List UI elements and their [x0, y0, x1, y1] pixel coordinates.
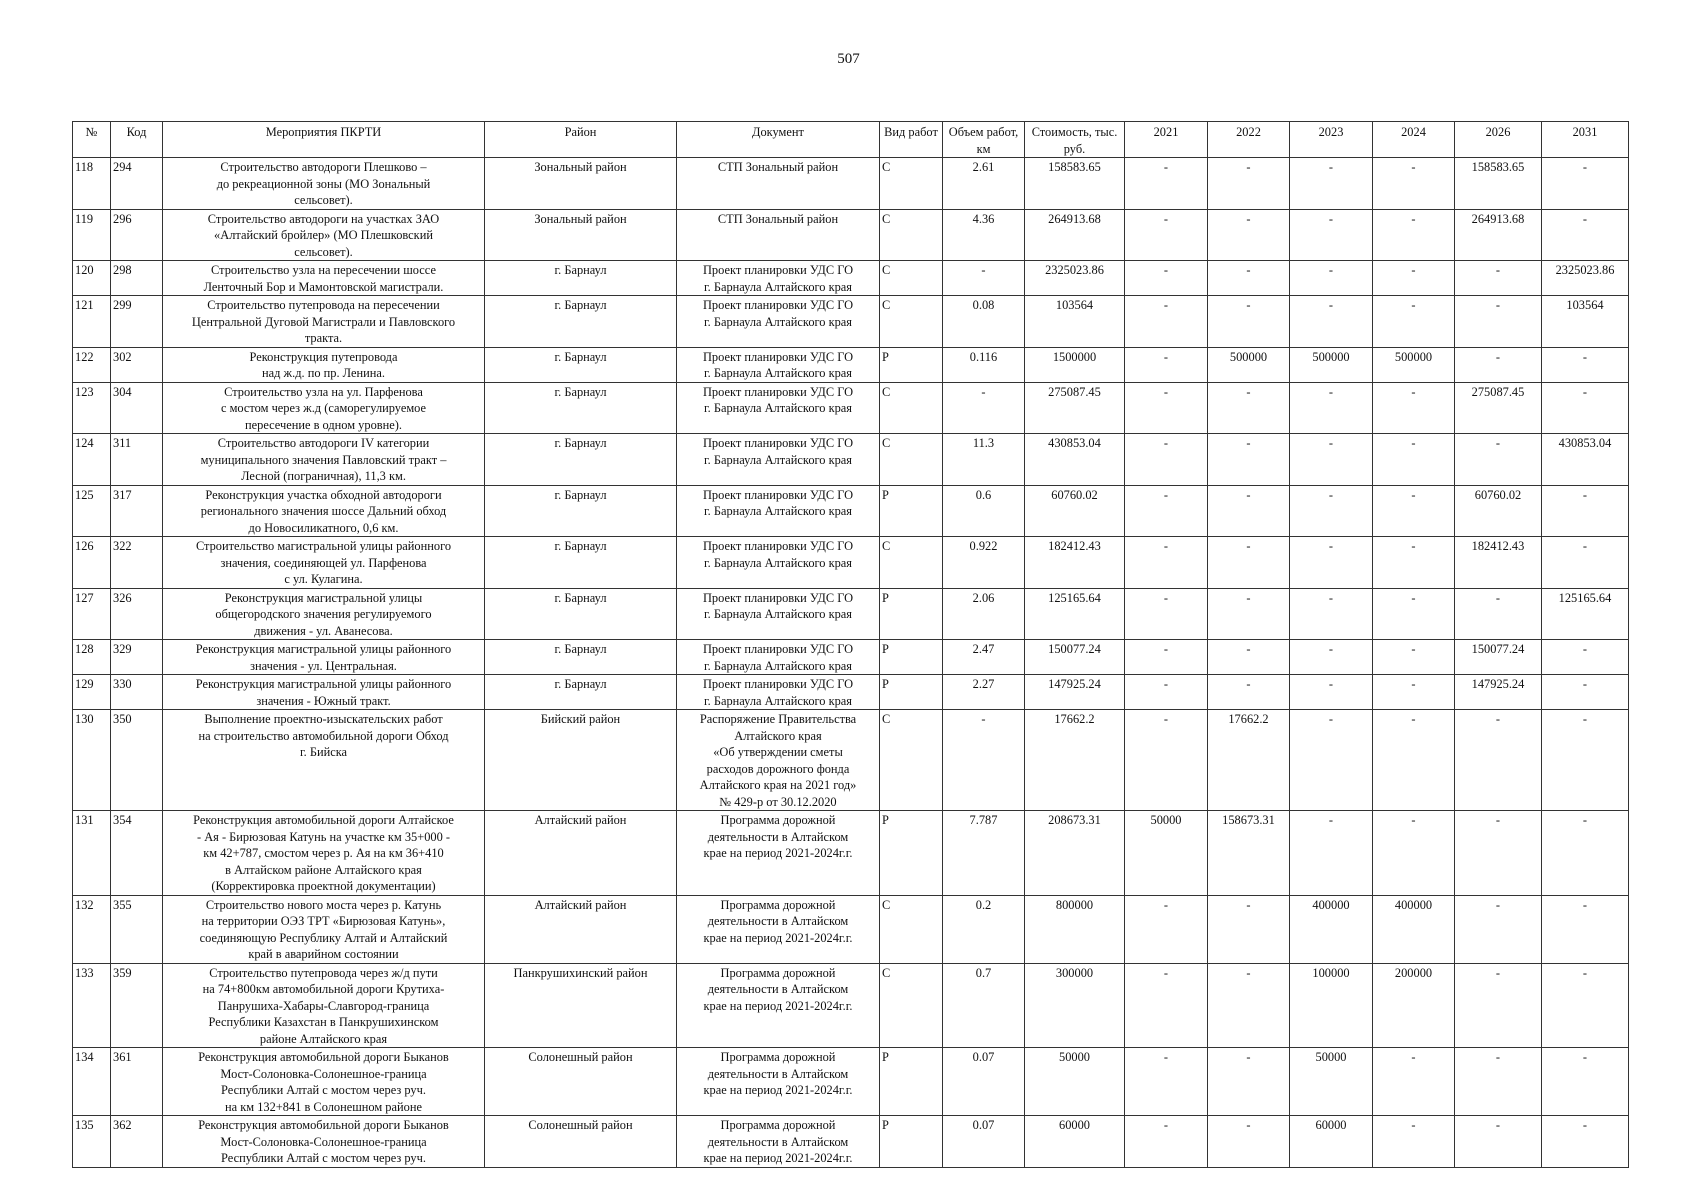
header-2026: 2026	[1455, 122, 1542, 158]
cell-work-type: С	[880, 537, 943, 589]
cell-title: Строительство нового моста через р. Катунь на территории ОЭЗ ТРТ «Бирюзовая Катунь», соединяющую Республику Алтай и Алтайский край в аварийном состоянии	[163, 895, 485, 963]
cell-title: Строительство путепровода на пересечении Центральной Дуговой Магистрали и Павловского тракта.	[163, 296, 485, 348]
cell-2026: -	[1455, 1048, 1542, 1116]
table-row	[73, 640, 1629, 675]
cell-2031: -	[1542, 640, 1629, 675]
cell-2031: -	[1542, 1048, 1629, 1116]
cell-title: Реконструкция автомобильной дороги Быканов Мост-Солоновка-Солонешное-граница Республики Алтай с мостом через руч. на км 132+841 в Солонешном районе	[163, 1048, 485, 1116]
cell-title: Реконструкция автомобильной дороги Алтайское - Ая - Бирюзовая Катунь на участке км 35+000 - км 42+787, смостом через р. Ая на км 36+410 в Алтайском районе Алтайского края (Корректировка проектной документации)	[163, 811, 485, 896]
cell-title: Строительство автодороги на участках ЗАО «Алтайский бройлер» (МО Плешковский сельсовет).	[163, 209, 485, 261]
table-row	[73, 710, 1629, 811]
cell-cost: 103564	[1025, 296, 1125, 348]
cell-code: 362	[111, 1116, 163, 1168]
cell-2024: 400000	[1373, 895, 1455, 963]
cell-code: 355	[111, 895, 163, 963]
cell-cost: 158583.65	[1025, 158, 1125, 210]
cell-code: 299	[111, 296, 163, 348]
cell-district: Зональный район	[485, 158, 677, 210]
cell-volume: 11.3	[943, 434, 1025, 486]
cell-2021: 50000	[1125, 811, 1208, 896]
cell-num: 134	[73, 1048, 111, 1116]
cell-2022: -	[1208, 537, 1290, 589]
table-row	[73, 811, 1629, 896]
cell-title: Строительство автодороги Плешково – до рекреационной зоны (МО Зональный сельсовет).	[163, 158, 485, 210]
cell-num: 121	[73, 296, 111, 348]
cell-2026: -	[1455, 296, 1542, 348]
cell-2022: -	[1208, 434, 1290, 486]
header-document: Документ	[677, 122, 880, 158]
cell-district: г. Барнаул	[485, 485, 677, 537]
cell-code: 311	[111, 434, 163, 486]
cell-code: 359	[111, 963, 163, 1048]
cell-work-type: Р	[880, 1048, 943, 1116]
cell-2031: -	[1542, 811, 1629, 896]
cell-2031: 125165.64	[1542, 588, 1629, 640]
cell-document: Программа дорожной деятельности в Алтайском крае на период 2021-2024г.г.	[677, 895, 880, 963]
cell-2031: -	[1542, 1116, 1629, 1168]
cell-2022: -	[1208, 158, 1290, 210]
cell-volume: 0.922	[943, 537, 1025, 589]
cell-document: Проект планировки УДС ГО г. Барнаула Алтайского края	[677, 434, 880, 486]
cell-2021: -	[1125, 895, 1208, 963]
table-row	[73, 1116, 1629, 1168]
cell-document: Программа дорожной деятельности в Алтайском крае на период 2021-2024г.г.	[677, 963, 880, 1048]
table-row	[73, 675, 1629, 710]
cell-2022: -	[1208, 588, 1290, 640]
cell-2023: 60000	[1290, 1116, 1373, 1168]
cell-volume: 2.61	[943, 158, 1025, 210]
cell-code: 298	[111, 261, 163, 296]
cell-district: Зональный район	[485, 209, 677, 261]
cell-2022: 500000	[1208, 347, 1290, 382]
cell-num: 131	[73, 811, 111, 896]
cell-document: СТП Зональный район	[677, 209, 880, 261]
cell-volume: 2.47	[943, 640, 1025, 675]
cell-volume: 0.08	[943, 296, 1025, 348]
table-body	[73, 158, 1629, 1168]
cell-volume: 2.27	[943, 675, 1025, 710]
cell-document: Проект планировки УДС ГО г. Барнаула Алтайского края	[677, 640, 880, 675]
cell-volume: 0.07	[943, 1116, 1025, 1168]
cell-2026: -	[1455, 588, 1542, 640]
cell-work-type: С	[880, 963, 943, 1048]
cell-document: Проект планировки УДС ГО г. Барнаула Алтайского края	[677, 261, 880, 296]
cell-2024: -	[1373, 537, 1455, 589]
cell-2023: 400000	[1290, 895, 1373, 963]
cell-2031: -	[1542, 710, 1629, 811]
cell-2023: -	[1290, 675, 1373, 710]
cell-2026: -	[1455, 261, 1542, 296]
cell-2031: -	[1542, 209, 1629, 261]
cell-2024: -	[1373, 811, 1455, 896]
cell-cost: 60000	[1025, 1116, 1125, 1168]
cell-2022: 158673.31	[1208, 811, 1290, 896]
cell-2031: -	[1542, 963, 1629, 1048]
cell-2022: -	[1208, 261, 1290, 296]
cell-2021: -	[1125, 434, 1208, 486]
cell-2024: -	[1373, 434, 1455, 486]
cell-2031: 430853.04	[1542, 434, 1629, 486]
cell-volume: -	[943, 710, 1025, 811]
cell-2023: -	[1290, 296, 1373, 348]
header-2024: 2024	[1373, 122, 1455, 158]
cell-cost: 1500000	[1025, 347, 1125, 382]
cell-cost: 275087.45	[1025, 382, 1125, 434]
table-row	[73, 382, 1629, 434]
cell-2021: -	[1125, 382, 1208, 434]
cell-2021: -	[1125, 588, 1208, 640]
table-row	[73, 347, 1629, 382]
projects-table	[72, 121, 1629, 1168]
cell-district: г. Барнаул	[485, 588, 677, 640]
cell-2031: -	[1542, 347, 1629, 382]
cell-num: 125	[73, 485, 111, 537]
cell-2026: 158583.65	[1455, 158, 1542, 210]
header-title: Мероприятия ПКРТИ	[163, 122, 485, 158]
cell-code: 354	[111, 811, 163, 896]
cell-work-type: С	[880, 296, 943, 348]
cell-work-type: Р	[880, 347, 943, 382]
cell-2031: -	[1542, 158, 1629, 210]
cell-work-type: С	[880, 895, 943, 963]
cell-2021: -	[1125, 261, 1208, 296]
cell-work-type: С	[880, 261, 943, 296]
cell-document: Распоряжение Правительства Алтайского края «Об утверждении сметы расходов дорожного фонда Алтайского края на 2021 год» № 429-р от 30.12.2020	[677, 710, 880, 811]
cell-district: г. Барнаул	[485, 296, 677, 348]
header-cost: Стоимость, тыс. руб.	[1025, 122, 1125, 158]
cell-volume: 4.36	[943, 209, 1025, 261]
cell-district: Бийский район	[485, 710, 677, 811]
cell-title: Строительство узла на ул. Парфенова с мостом через ж.д (саморегулируемое пересечение в одном уровне).	[163, 382, 485, 434]
header-2021: 2021	[1125, 122, 1208, 158]
cell-volume: 0.116	[943, 347, 1025, 382]
cell-code: 294	[111, 158, 163, 210]
cell-num: 130	[73, 710, 111, 811]
table-row	[73, 209, 1629, 261]
cell-district: г. Барнаул	[485, 675, 677, 710]
cell-2023: -	[1290, 209, 1373, 261]
header-code: Код	[111, 122, 163, 158]
cell-2021: -	[1125, 347, 1208, 382]
cell-cost: 300000	[1025, 963, 1125, 1048]
cell-district: Алтайский район	[485, 811, 677, 896]
cell-cost: 2325023.86	[1025, 261, 1125, 296]
cell-document: Проект планировки УДС ГО г. Барнаула Алтайского края	[677, 296, 880, 348]
cell-2021: -	[1125, 640, 1208, 675]
cell-2021: -	[1125, 158, 1208, 210]
cell-code: 361	[111, 1048, 163, 1116]
cell-district: г. Барнаул	[485, 261, 677, 296]
cell-2022: 17662.2	[1208, 710, 1290, 811]
cell-2023: -	[1290, 261, 1373, 296]
cell-2024: -	[1373, 710, 1455, 811]
cell-cost: 800000	[1025, 895, 1125, 963]
cell-title: Выполнение проектно-изыскательских работ на строительство автомобильной дороги Обход г. Бийска	[163, 710, 485, 811]
cell-volume: 0.7	[943, 963, 1025, 1048]
cell-document: Проект планировки УДС ГО г. Барнаула Алтайского края	[677, 382, 880, 434]
cell-2023: -	[1290, 158, 1373, 210]
cell-2021: -	[1125, 537, 1208, 589]
cell-2022: -	[1208, 895, 1290, 963]
cell-work-type: С	[880, 209, 943, 261]
cell-2024: -	[1373, 209, 1455, 261]
cell-num: 127	[73, 588, 111, 640]
cell-2023: 500000	[1290, 347, 1373, 382]
cell-code: 317	[111, 485, 163, 537]
cell-num: 133	[73, 963, 111, 1048]
cell-2024: 500000	[1373, 347, 1455, 382]
cell-2031: -	[1542, 537, 1629, 589]
cell-2023: -	[1290, 434, 1373, 486]
cell-cost: 150077.24	[1025, 640, 1125, 675]
cell-district: Солонешный район	[485, 1116, 677, 1168]
cell-title: Строительство магистральной улицы районного значения, соединяющей ул. Парфенова с ул. Кулагина.	[163, 537, 485, 589]
cell-2023: 50000	[1290, 1048, 1373, 1116]
cell-code: 302	[111, 347, 163, 382]
cell-2021: -	[1125, 1116, 1208, 1168]
cell-2023: 100000	[1290, 963, 1373, 1048]
cell-document: Проект планировки УДС ГО г. Барнаула Алтайского края	[677, 588, 880, 640]
header-volume: Объем работ, км	[943, 122, 1025, 158]
cell-title: Реконструкция магистральной улицы районного значения - Южный тракт.	[163, 675, 485, 710]
cell-cost: 50000	[1025, 1048, 1125, 1116]
cell-2031: -	[1542, 675, 1629, 710]
cell-work-type: Р	[880, 811, 943, 896]
cell-2021: -	[1125, 710, 1208, 811]
header-2023: 2023	[1290, 122, 1373, 158]
cell-2031: 2325023.86	[1542, 261, 1629, 296]
cell-code: 330	[111, 675, 163, 710]
cell-num: 124	[73, 434, 111, 486]
page-number: 507	[837, 51, 860, 67]
header-district: Район	[485, 122, 677, 158]
cell-2022: -	[1208, 209, 1290, 261]
cell-volume: 7.787	[943, 811, 1025, 896]
cell-volume: 0.07	[943, 1048, 1025, 1116]
cell-2031: -	[1542, 485, 1629, 537]
table-row	[73, 485, 1629, 537]
cell-2024: -	[1373, 640, 1455, 675]
cell-2021: -	[1125, 1048, 1208, 1116]
cell-2022: -	[1208, 963, 1290, 1048]
cell-num: 119	[73, 209, 111, 261]
cell-work-type: Р	[880, 1116, 943, 1168]
cell-2031: -	[1542, 382, 1629, 434]
cell-2024: -	[1373, 675, 1455, 710]
cell-2023: -	[1290, 811, 1373, 896]
cell-work-type: Р	[880, 588, 943, 640]
cell-2026: -	[1455, 347, 1542, 382]
cell-document: СТП Зональный район	[677, 158, 880, 210]
table-row	[73, 1048, 1629, 1116]
cell-district: Солонешный район	[485, 1048, 677, 1116]
cell-code: 326	[111, 588, 163, 640]
cell-code: 296	[111, 209, 163, 261]
cell-2021: -	[1125, 963, 1208, 1048]
cell-cost: 17662.2	[1025, 710, 1125, 811]
cell-2026: 147925.24	[1455, 675, 1542, 710]
cell-document: Программа дорожной деятельности в Алтайском крае на период 2021-2024г.г.	[677, 811, 880, 896]
cell-2031: 103564	[1542, 296, 1629, 348]
cell-volume: 0.6	[943, 485, 1025, 537]
cell-2024: -	[1373, 485, 1455, 537]
cell-num: 123	[73, 382, 111, 434]
cell-2024: -	[1373, 296, 1455, 348]
cell-2022: -	[1208, 296, 1290, 348]
header-work-type: Вид работ	[880, 122, 943, 158]
cell-2024: -	[1373, 261, 1455, 296]
cell-2024: -	[1373, 1048, 1455, 1116]
table-row	[73, 895, 1629, 963]
cell-2026: 264913.68	[1455, 209, 1542, 261]
cell-2021: -	[1125, 485, 1208, 537]
cell-2021: -	[1125, 296, 1208, 348]
table-row	[73, 537, 1629, 589]
projects-table-container	[72, 121, 1628, 1168]
cell-num: 128	[73, 640, 111, 675]
cell-cost: 60760.02	[1025, 485, 1125, 537]
cell-2022: -	[1208, 1048, 1290, 1116]
table-header-row	[73, 122, 1629, 158]
cell-2024: -	[1373, 1116, 1455, 1168]
cell-num: 129	[73, 675, 111, 710]
cell-code: 329	[111, 640, 163, 675]
cell-num: 122	[73, 347, 111, 382]
header-2022: 2022	[1208, 122, 1290, 158]
cell-2024: 200000	[1373, 963, 1455, 1048]
cell-2026: -	[1455, 710, 1542, 811]
cell-title: Строительство путепровода через ж/д пути на 74+800км автомобильной дороги Крутиха- Панрушиха-Хабары-Славгород-граница Республики Казахстан в Панкрушихинском районе Алтайского края	[163, 963, 485, 1048]
cell-2024: -	[1373, 158, 1455, 210]
header-2031: 2031	[1542, 122, 1629, 158]
cell-2023: -	[1290, 537, 1373, 589]
cell-work-type: Р	[880, 485, 943, 537]
cell-title: Реконструкция путепровода над ж.д. по пр. Ленина.	[163, 347, 485, 382]
cell-num: 126	[73, 537, 111, 589]
cell-district: г. Барнаул	[485, 640, 677, 675]
cell-work-type: Р	[880, 640, 943, 675]
cell-code: 322	[111, 537, 163, 589]
cell-title: Реконструкция автомобильной дороги Быканов Мост-Солоновка-Солонешное-граница Республики Алтай с мостом через руч.	[163, 1116, 485, 1168]
cell-2026: -	[1455, 1116, 1542, 1168]
cell-document: Программа дорожной деятельности в Алтайском крае на период 2021-2024г.г.	[677, 1116, 880, 1168]
cell-document: Проект планировки УДС ГО г. Барнаула Алтайского края	[677, 537, 880, 589]
header-num: №	[73, 122, 111, 158]
table-row	[73, 963, 1629, 1048]
cell-code: 350	[111, 710, 163, 811]
cell-work-type: С	[880, 382, 943, 434]
cell-num: 118	[73, 158, 111, 210]
cell-title: Строительство автодороги IV категории муниципального значения Павловский тракт – Лесной (пограничная), 11,3 км.	[163, 434, 485, 486]
cell-title: Строительство узла на пересечении шоссе Ленточный Бор и Мамонтовской магистрали.	[163, 261, 485, 296]
cell-code: 304	[111, 382, 163, 434]
cell-2022: -	[1208, 382, 1290, 434]
table-row	[73, 588, 1629, 640]
cell-2021: -	[1125, 675, 1208, 710]
cell-2026: -	[1455, 434, 1542, 486]
table-row	[73, 296, 1629, 348]
table-row	[73, 158, 1629, 210]
cell-2026: 60760.02	[1455, 485, 1542, 537]
cell-2022: -	[1208, 485, 1290, 537]
cell-district: г. Барнаул	[485, 537, 677, 589]
cell-document: Проект планировки УДС ГО г. Барнаула Алтайского края	[677, 347, 880, 382]
cell-num: 135	[73, 1116, 111, 1168]
cell-cost: 208673.31	[1025, 811, 1125, 896]
cell-2022: -	[1208, 640, 1290, 675]
cell-title: Реконструкция участка обходной автодороги регионального значения шоссе Дальний обход до Новосиликатного, 0,6 км.	[163, 485, 485, 537]
cell-num: 120	[73, 261, 111, 296]
cell-2026: 182412.43	[1455, 537, 1542, 589]
cell-2022: -	[1208, 675, 1290, 710]
cell-volume: 0.2	[943, 895, 1025, 963]
cell-cost: 147925.24	[1025, 675, 1125, 710]
cell-2024: -	[1373, 382, 1455, 434]
cell-work-type: С	[880, 158, 943, 210]
cell-2026: -	[1455, 895, 1542, 963]
cell-2023: -	[1290, 588, 1373, 640]
cell-volume: -	[943, 382, 1025, 434]
cell-district: г. Барнаул	[485, 434, 677, 486]
cell-2026: 275087.45	[1455, 382, 1542, 434]
cell-cost: 125165.64	[1025, 588, 1125, 640]
cell-title: Реконструкция магистральной улицы общегородского значения регулируемого движения - ул. Аванесова.	[163, 588, 485, 640]
cell-cost: 264913.68	[1025, 209, 1125, 261]
cell-2023: -	[1290, 710, 1373, 811]
cell-2023: -	[1290, 640, 1373, 675]
cell-work-type: Р	[880, 675, 943, 710]
cell-document: Проект планировки УДС ГО г. Барнаула Алтайского края	[677, 485, 880, 537]
cell-volume: 2.06	[943, 588, 1025, 640]
table-row	[73, 261, 1629, 296]
cell-document: Проект планировки УДС ГО г. Барнаула Алтайского края	[677, 675, 880, 710]
cell-document: Программа дорожной деятельности в Алтайском крае на период 2021-2024г.г.	[677, 1048, 880, 1116]
cell-work-type: С	[880, 434, 943, 486]
cell-2026: -	[1455, 963, 1542, 1048]
cell-2024: -	[1373, 588, 1455, 640]
cell-2026: 150077.24	[1455, 640, 1542, 675]
table-row	[73, 434, 1629, 486]
cell-2022: -	[1208, 1116, 1290, 1168]
cell-cost: 430853.04	[1025, 434, 1125, 486]
cell-title: Реконструкция магистральной улицы районного значения - ул. Центральная.	[163, 640, 485, 675]
cell-num: 132	[73, 895, 111, 963]
cell-2023: -	[1290, 485, 1373, 537]
cell-2021: -	[1125, 209, 1208, 261]
cell-work-type: С	[880, 710, 943, 811]
cell-2023: -	[1290, 382, 1373, 434]
cell-district: г. Барнаул	[485, 347, 677, 382]
cell-2031: -	[1542, 895, 1629, 963]
cell-cost: 182412.43	[1025, 537, 1125, 589]
cell-district: Панкрушихинский район	[485, 963, 677, 1048]
cell-volume: -	[943, 261, 1025, 296]
cell-district: Алтайский район	[485, 895, 677, 963]
cell-district: г. Барнаул	[485, 382, 677, 434]
cell-2026: -	[1455, 811, 1542, 896]
